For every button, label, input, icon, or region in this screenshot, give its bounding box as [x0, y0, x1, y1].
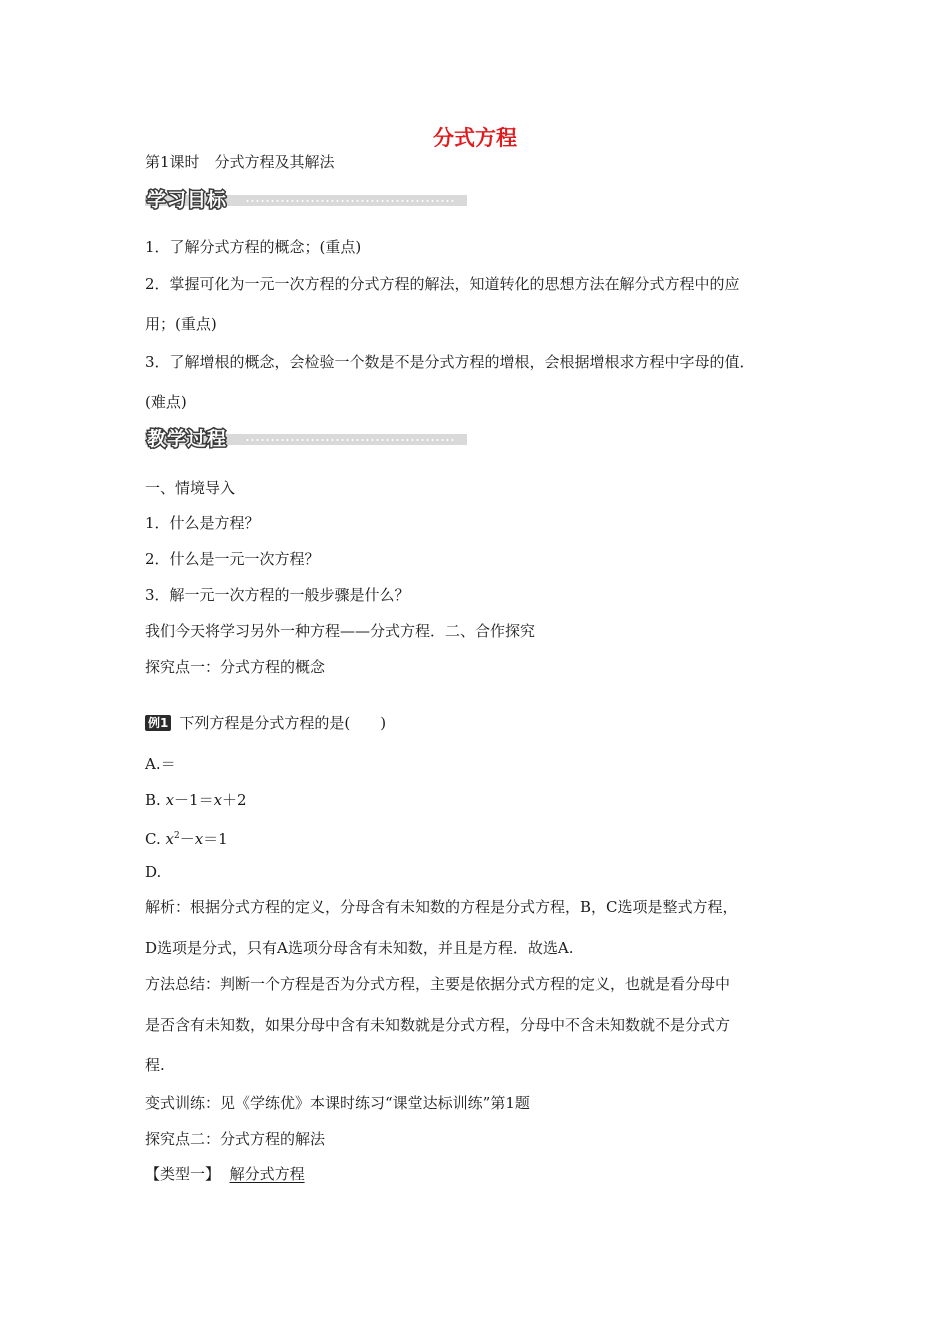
objective-line: 1．了解分式方程的概念；(重点)	[145, 238, 362, 256]
analysis-line: D选项是分式，只有A选项分母含有未知数，并且是方程．故选A.	[145, 939, 574, 957]
type-bracket: 【类型一】	[145, 1165, 221, 1183]
method-line: 方法总结：判断一个方程是否为分式方程，主要是依据分式方程的定义，也就是看分母中	[145, 975, 731, 993]
option-c-mid: －	[179, 830, 195, 848]
option-c-suffix: ＝1	[203, 830, 228, 848]
section-banner-objectives	[145, 187, 467, 211]
intro-question: 1．什么是方程？	[145, 514, 260, 532]
objective-line: (难点)	[145, 393, 187, 411]
option-b	[145, 790, 247, 810]
type-title: 解分式方程	[229, 1165, 305, 1183]
option-c-var: x	[165, 830, 174, 848]
option-b-var: x	[213, 791, 223, 809]
objective-line: 用；(重点)	[145, 315, 217, 333]
example-badge: 例1	[145, 715, 171, 731]
banner-label: 教学过程	[147, 428, 228, 450]
option-c-prefix: C.	[145, 830, 166, 848]
option-b-prefix: B.	[145, 791, 166, 809]
explore-point-1: 探究点一：分式方程的概念	[145, 658, 326, 676]
option-c-exponent: 2	[173, 831, 180, 841]
example-question-text: 下列方程是分式方程的是( )	[179, 714, 387, 732]
option-c	[145, 826, 228, 849]
intro-question: 3．解一元一次方程的一般步骤是什么？	[145, 586, 410, 604]
method-line: 是否含有未知数，如果分母中含有未知数就是分式方程，分母中不含未知数就不是分式方	[145, 1016, 731, 1034]
type-heading	[145, 1164, 305, 1184]
document-title: 分式方程	[433, 126, 517, 150]
intro-transition: 我们今天将学习另外一种方程——分式方程．二、合作探究	[145, 622, 536, 640]
explore-point-2: 探究点二：分式方程的解法	[145, 1130, 326, 1148]
option-b-mid: －1＝	[174, 791, 214, 809]
objective-line: 2．掌握可化为一元一次方程的分式方程的解法，知道转化的思想方法在解分式方程中的应	[145, 275, 740, 293]
example-question	[145, 713, 386, 733]
option-d: D.	[145, 863, 162, 881]
banner-dots	[245, 200, 455, 202]
option-b-suffix: ＋2	[222, 791, 247, 809]
method-line: 程.	[145, 1056, 165, 1074]
option-b-var: x	[165, 791, 175, 809]
section-banner-process	[145, 426, 467, 450]
lesson-subtitle: 第1课时 分式方程及其解法	[145, 153, 335, 171]
intro-heading: 一、情境导入	[145, 479, 236, 497]
objective-line: 3．了解增根的概念，会检验一个数是不是分式方程的增根，会根据增根求方程中字母的值．	[145, 353, 755, 371]
option-c-var: x	[194, 830, 204, 848]
option-a: A.＝	[145, 755, 176, 773]
banner-dots	[245, 439, 455, 441]
analysis-line: 解析：根据分式方程的定义，分母含有未知数的方程是分式方程，B，C选项是整式方程，	[145, 898, 738, 916]
intro-question: 2．什么是一元一次方程？	[145, 550, 320, 568]
banner-label: 学习目标	[147, 189, 228, 211]
variant-training: 变式训练：见《学练优》本课时练习“课堂达标训练”第1题	[145, 1094, 530, 1112]
